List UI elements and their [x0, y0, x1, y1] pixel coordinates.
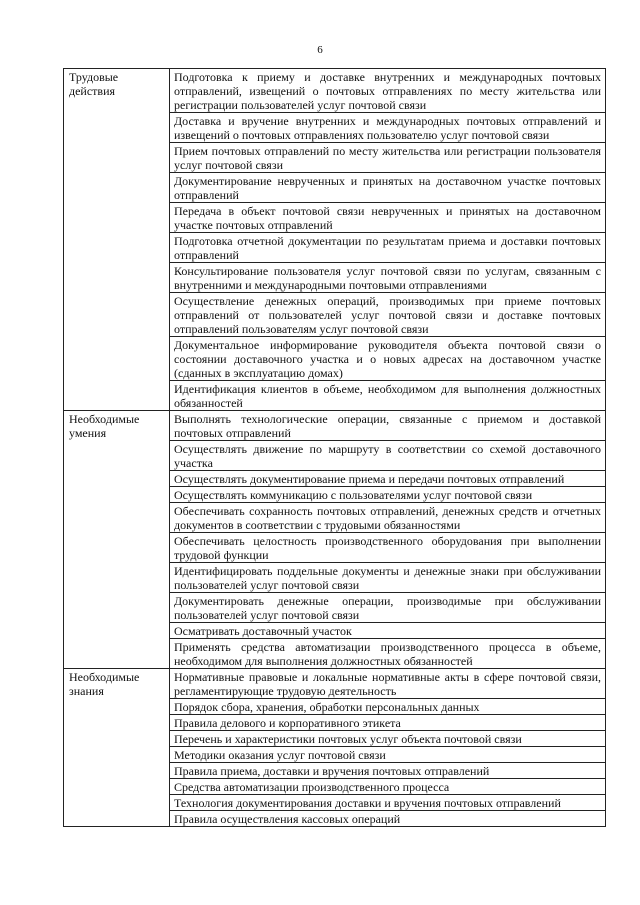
competency-table-body — [64, 69, 606, 827]
section-label: Необходимые знания — [64, 669, 170, 827]
section-item: Осматривать доставочный участок — [170, 623, 606, 639]
section-item: Обеспечивать целостность производственного оборудования при выполнении трудовой функции — [170, 533, 606, 563]
section-item: Подготовка к приему и доставке внутренних и международных почтовых отправлений, извещений о почтовых отправлениях по месту жительства или регистрации пользователей услуг почтовой связи — [170, 69, 606, 113]
section-item: Осуществлять документирование приема и передачи почтовых отправлений — [170, 471, 606, 487]
section-item: Передача в объект почтовой связи неврученных и принятых на доставочном участке почтовых отправлений — [170, 203, 606, 233]
section-item: Технология документирования доставки и вручения почтовых отправлений — [170, 795, 606, 811]
section-item: Правила осуществления кассовых операций — [170, 811, 606, 827]
competency-table — [63, 68, 606, 827]
section-item: Средства автоматизации производственного процесса — [170, 779, 606, 795]
section-item: Консультирование пользователя услуг почтовой связи по услугам, связанным с внутренними и международными почтовыми отправлениями — [170, 263, 606, 293]
table-row — [64, 669, 606, 699]
section-item: Идентификация клиентов в объеме, необходимом для выполнения должностных обязанностей — [170, 381, 606, 411]
section-item: Осуществлять движение по маршруту в соответствии со схемой доставочного участка — [170, 441, 606, 471]
section-item: Перечень и характеристики почтовых услуг объекта почтовой связи — [170, 731, 606, 747]
section-item: Методики оказания услуг почтовой связи — [170, 747, 606, 763]
section-item: Выполнять технологические операции, связанные с приемом и доставкой почтовых отправлений — [170, 411, 606, 441]
section-item: Правила делового и корпоративного этикета — [170, 715, 606, 731]
table-row — [64, 69, 606, 113]
section-item: Осуществлять коммуникацию с пользователями услуг почтовой связи — [170, 487, 606, 503]
page-number: 6 — [317, 44, 323, 56]
section-item: Прием почтовых отправлений по месту жительства или регистрации пользователя услуг почтовой связи — [170, 143, 606, 173]
section-item: Документальное информирование руководителя объекта почтовой связи о состоянии доставочного участка и о новых адресах на доставочном участке (сданных в эксплуатацию домах) — [170, 337, 606, 381]
section-item: Порядок сбора, хранения, обработки персональных данных — [170, 699, 606, 715]
section-item: Документировать денежные операции, производимые при обслуживании пользователей услуг почтовой связи — [170, 593, 606, 623]
section-label: Трудовые действия — [64, 69, 170, 411]
section-item: Доставка и вручение внутренних и международных почтовых отправлений и извещений о почтовых отправлениях пользователю услуг почтовой связи — [170, 113, 606, 143]
section-item: Идентифицировать поддельные документы и денежные знаки при обслуживании пользователей услуг почтовой связи — [170, 563, 606, 593]
section-item: Обеспечивать сохранность почтовых отправлений, денежных средств и отчетных документов в соответствии с трудовыми обязанностями — [170, 503, 606, 533]
table-row — [64, 411, 606, 441]
section-label: Необходимые умения — [64, 411, 170, 669]
section-item: Документирование неврученных и принятых на доставочном участке почтовых отправлений — [170, 173, 606, 203]
section-item: Подготовка отчетной документации по результатам приема и доставки почтовых отправлений — [170, 233, 606, 263]
section-item: Правила приема, доставки и вручения почтовых отправлений — [170, 763, 606, 779]
section-item: Применять средства автоматизации производственного процесса в объеме, необходимом для выполнения должностных обязанностей — [170, 639, 606, 669]
section-item: Осуществление денежных операций, производимых при приеме почтовых отправлений от пользователей услуг почтовой связи и доставке почтовых отправлений пользователям услуг почтовой связи — [170, 293, 606, 337]
section-item: Нормативные правовые и локальные нормативные акты в сфере почтовой связи, регламентирующие трудовую деятельность — [170, 669, 606, 699]
